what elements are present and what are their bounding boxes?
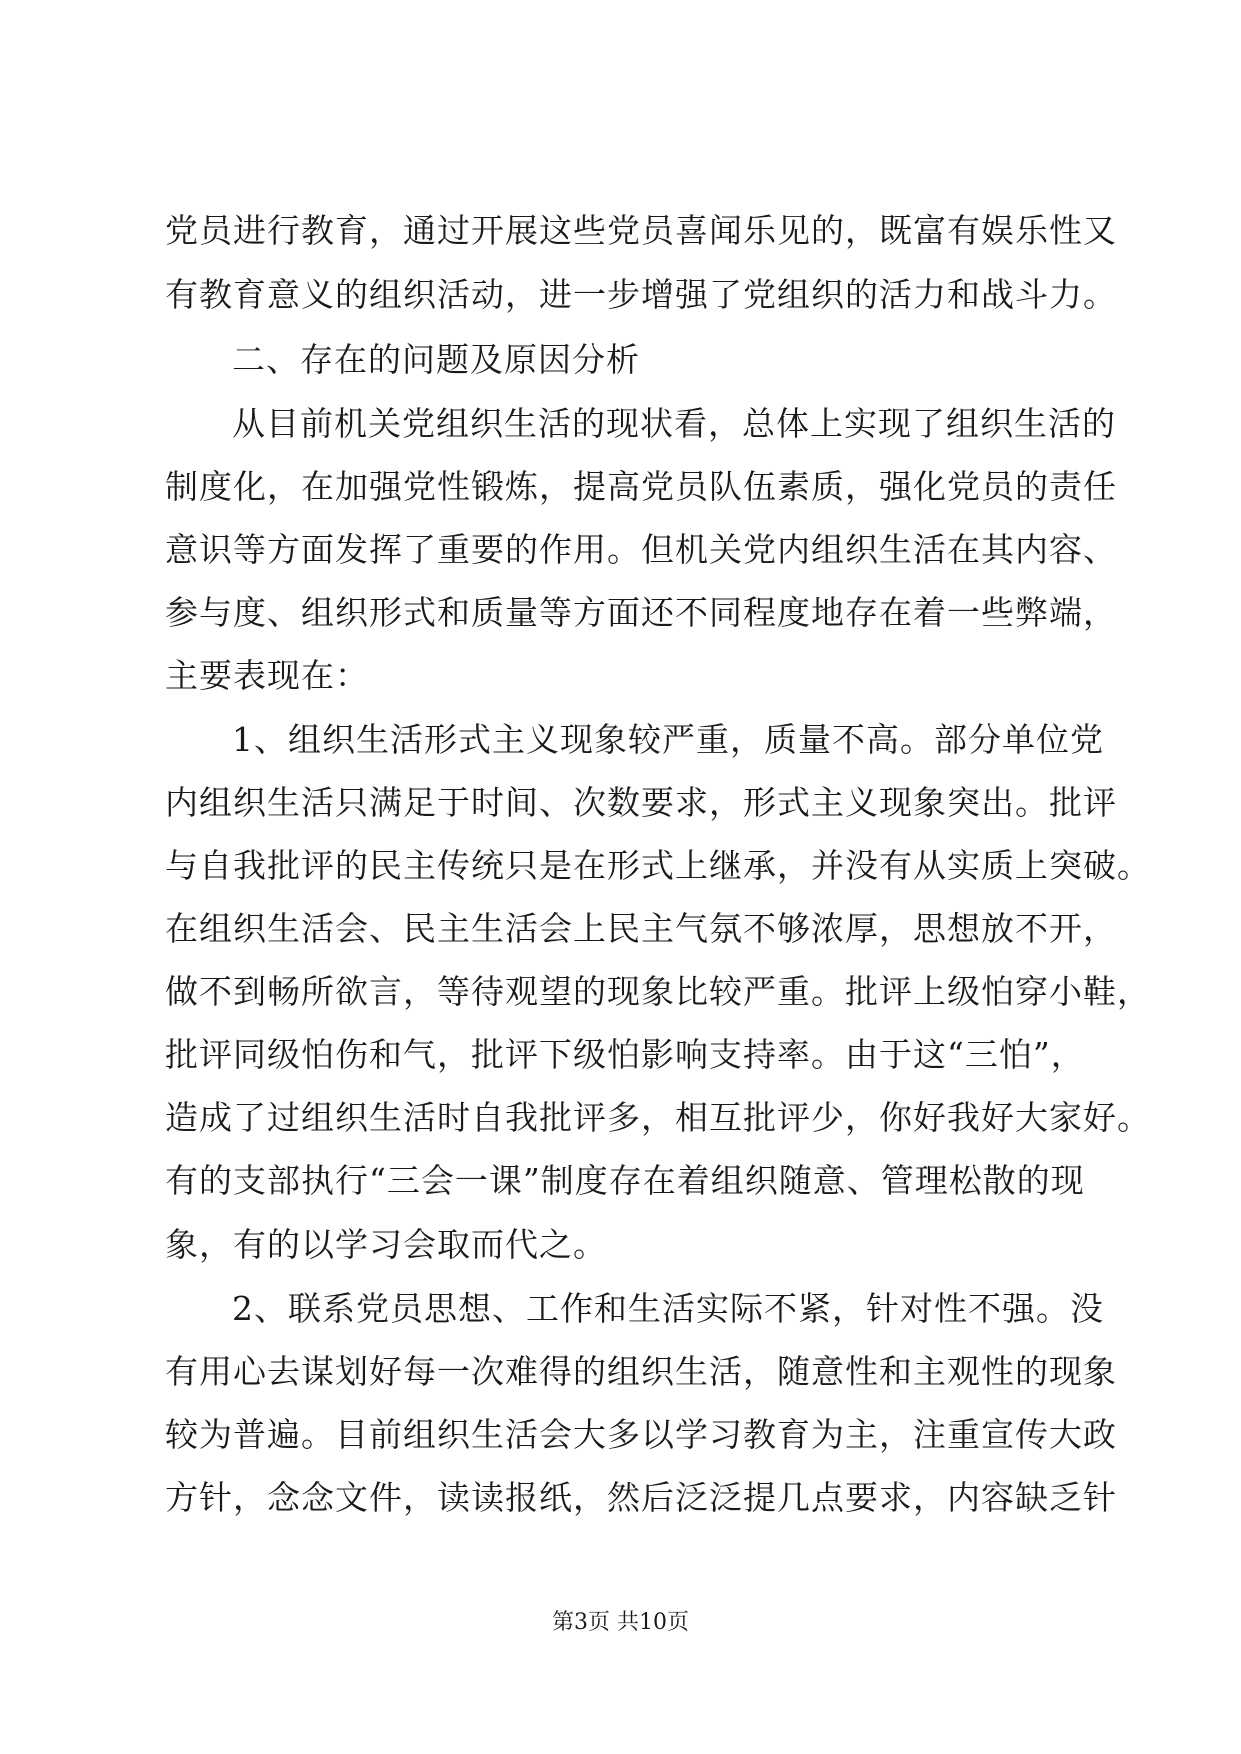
text-line: 较为普遍。目前组织生活会大多以学习教育为主，注重宣传大政	[165, 1415, 1117, 1454]
text-line: 制度化，在加强党性锻炼，提高党员队伍素质，强化党员的责任	[165, 467, 1117, 506]
text-line: 主要表现在：	[165, 656, 369, 695]
text-line: 有用心去谋划好每一次难得的组织生活，随意性和主观性的现象	[165, 1352, 1117, 1391]
text-line: 造成了过组织生活时自我批评多，相互批评少，你好我好大家好。	[165, 1098, 1151, 1137]
text-line: 意识等方面发挥了重要的作用。但机关党内组织生活在其内容、	[165, 530, 1117, 569]
text-line: 做不到畅所欲言，等待观望的现象比较严重。批评上级怕穿小鞋，	[165, 972, 1151, 1011]
text-line: 与自我批评的民主传统只是在形式上继承，并没有从实质上突破。	[165, 846, 1151, 885]
section-heading: 二、存在的问题及原因分析	[232, 340, 640, 379]
page-number: 第3页 共10页	[552, 1610, 689, 1635]
text-line: 批评同级怕伤和气，批评下级怕影响支持率。由于这“三怕”，	[165, 1035, 1085, 1074]
paragraph-start: 2、联系党员思想、工作和生活实际不紧，针对性不强。没	[232, 1289, 1104, 1328]
text-line: 有教育意义的组织活动，进一步增强了党组织的活力和战斗力。	[165, 275, 1117, 314]
text-line: 有的支部执行“三会一课”制度存在着组织随意、管理松散的现	[165, 1161, 1085, 1200]
text-line: 党员进行教育，通过开展这些党员喜闻乐见的，既富有娱乐性又	[165, 211, 1117, 250]
text-line: 在组织生活会、民主生活会上民主气氛不够浓厚，思想放不开，	[165, 909, 1117, 948]
text-line: 象，有的以学习会取而代之。	[165, 1225, 607, 1264]
paragraph-start: 从目前机关党组织生活的现状看，总体上实现了组织生活的	[232, 404, 1116, 443]
text-line: 方针，念念文件，读读报纸，然后泛泛提几点要求，内容缺乏针	[165, 1478, 1117, 1517]
text-line: 参与度、组织形式和质量等方面还不同程度地存在着一些弊端，	[165, 593, 1117, 632]
text-line: 内组织生活只满足于时间、次数要求，形式主义现象突出。批评	[165, 783, 1117, 822]
paragraph-start: 1、组织生活形式主义现象较严重，质量不高。部分单位党	[232, 720, 1104, 759]
